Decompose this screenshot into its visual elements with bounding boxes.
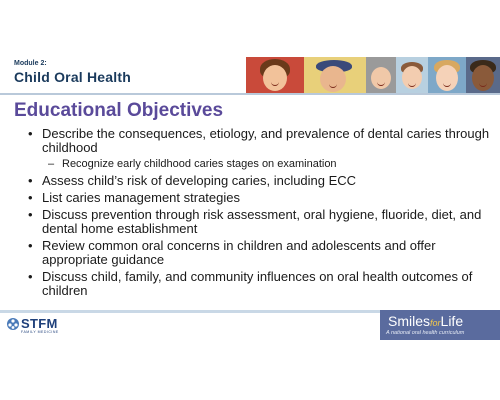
child-photo-2 [304, 57, 366, 93]
bullet-dot-icon: • [28, 207, 33, 222]
bullet-dot-icon: • [28, 126, 33, 141]
bullet-item [28, 270, 490, 298]
bullet-text: Review common oral concerns in children and adolescents and offer appropriate guidance [42, 238, 436, 267]
bullet-text: Describe the consequences, etiology, and prevalence of dental caries through childhood [42, 126, 490, 155]
bullet-dot-icon: • [28, 269, 33, 284]
bullet-item [28, 208, 490, 236]
stfm-logo-subtext: FAMILY MEDICINE [21, 330, 59, 334]
stfm-star-icon [6, 317, 20, 331]
bullet-item [28, 239, 490, 267]
sub-bullet-item [36, 158, 490, 171]
smiles-tagline: A national oral health curriculum [386, 330, 465, 336]
bullet-text: Discuss child, family, and community influences on oral health outcomes of children [42, 269, 473, 298]
bullet-text: Assess child’s risk of developing caries, including ECC [42, 173, 357, 188]
children-photo-strip [246, 57, 500, 93]
module-title: Child Oral Health [14, 69, 131, 85]
bullet-item [28, 174, 490, 188]
objectives-list [28, 127, 490, 301]
bullet-dot-icon: • [28, 190, 33, 205]
smiles-logo-text: SmilesforLife [388, 313, 464, 329]
child-photo-3 [366, 57, 396, 93]
slide-title: Educational Objectives [14, 100, 224, 121]
bullet-dot-icon: • [28, 238, 33, 253]
bullet-dot-icon: • [28, 173, 33, 188]
bullet-text: Discuss prevention through risk assessment, oral hygiene, fluoride, diet, and dental home establishment [42, 207, 482, 236]
child-photo-5 [428, 57, 466, 93]
bullet-item [28, 127, 490, 155]
child-photo-1 [246, 57, 304, 93]
module-label: Module 2: [14, 60, 47, 67]
stfm-logo [6, 315, 66, 337]
slide-footer [0, 310, 500, 340]
slide [0, 45, 500, 340]
header-divider [0, 93, 500, 95]
child-photo-4 [396, 57, 428, 93]
bullet-item [28, 191, 490, 205]
stfm-logo-text: STFM [21, 316, 58, 331]
dash-bullet-icon: – [48, 158, 55, 170]
smiles-for-life-logo [380, 310, 500, 340]
child-photo-6 [466, 57, 500, 93]
slide-header [0, 45, 500, 93]
bullet-text: Recognize early childhood caries stages on examination [62, 158, 337, 170]
bullet-text: List caries management strategies [42, 190, 240, 205]
